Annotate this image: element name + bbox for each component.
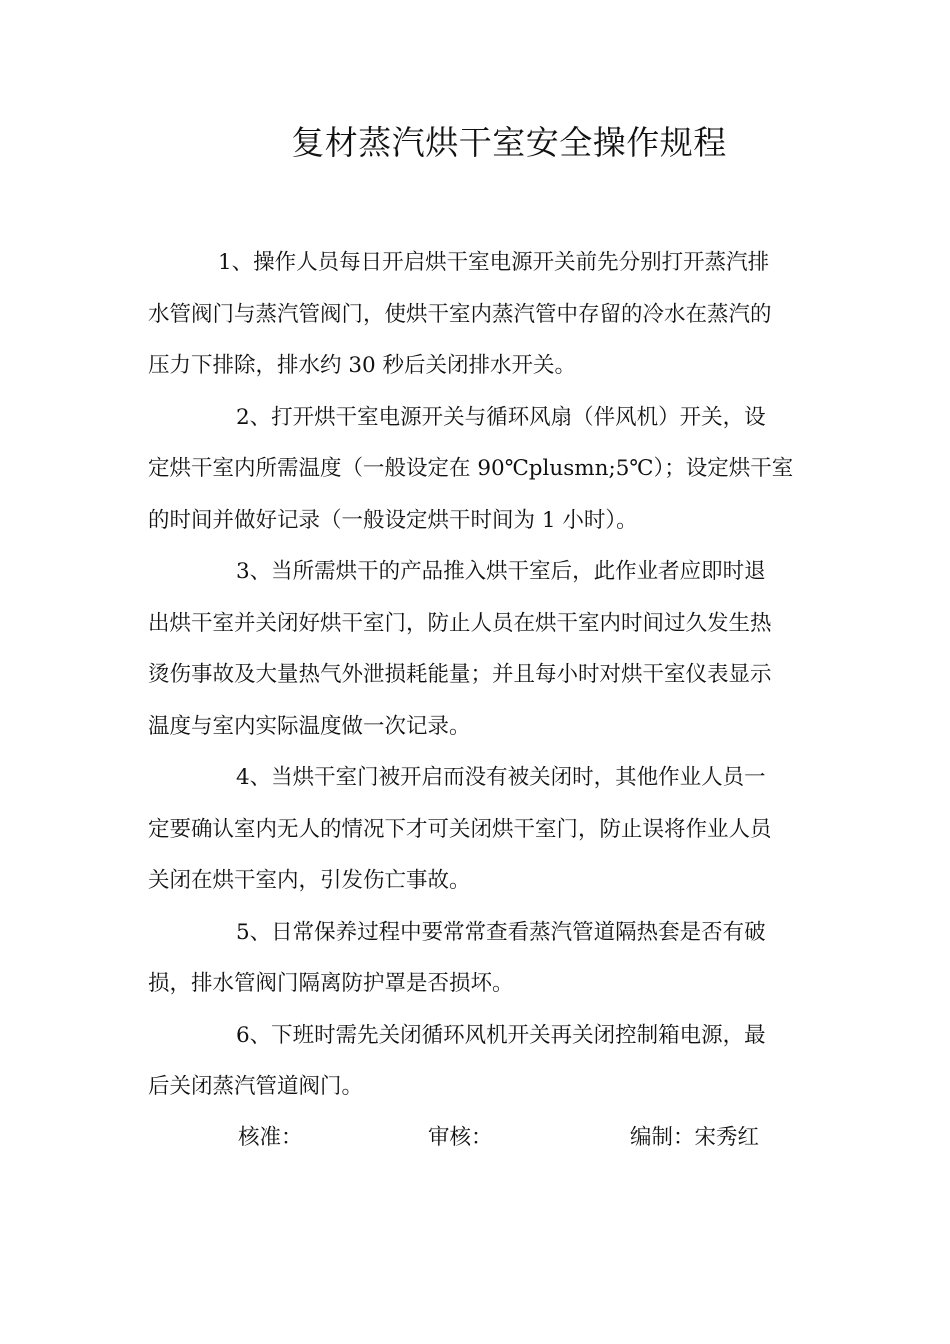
paragraph-line: 烫伤事故及大量热气外泄损耗能量；并且每小时对烘干室仪表显示 xyxy=(148,662,772,687)
paragraph-line: 4、当烘干室门被开启而没有被关闭时，其他作业人员一 xyxy=(236,765,766,790)
paragraph-line: 定要确认室内无人的情况下才可关闭烘干室门，防止误将作业人员 xyxy=(148,816,772,842)
paragraph-line: 的时间并做好记录（一般设定烘干时间为 1 小时）。 xyxy=(148,507,638,533)
paragraph-line: 关闭在烘干室内，引发伤亡事故。 xyxy=(148,868,471,893)
document-title: 复材蒸汽烘干室安全操作规程 xyxy=(291,123,727,162)
paragraph-line: 6、下班时需先关闭循环风机开关再关闭控制箱电源，最 xyxy=(236,1022,766,1048)
paragraph-6 xyxy=(148,1010,798,1113)
paragraph-line: 压力下排除，排水约 30 秒后关闭排水开关。 xyxy=(148,353,577,378)
paragraph-4 xyxy=(148,752,798,907)
paragraph-line: 后关闭蒸汽管道阀门。 xyxy=(148,1074,364,1099)
signature-row xyxy=(0,1112,950,1164)
paragraph-line: 损，排水管阀门隔离防护罩是否损坏。 xyxy=(148,971,514,996)
paragraph-2 xyxy=(148,392,798,547)
paragraph-line: 3、当所需烘干的产品推入烘干室后，此作业者应即时退 xyxy=(236,559,766,584)
paragraph-line: 定烘干室内所需温度（一般设定在 90℃plusmn;5℃）；设定烘干室 xyxy=(148,456,794,481)
review-label: 审核： xyxy=(428,1125,493,1150)
paragraph-line: 1、操作人员每日开启烘干室电源开关前先分别打开蒸汽排 xyxy=(218,250,770,275)
paragraph-line: 温度与室内实际温度做一次记录。 xyxy=(148,713,471,739)
paragraph-line: 2、打开烘干室电源开关与循环风扇（伴风机）开关，设 xyxy=(236,404,766,430)
author-label: 编制：宋秀红 xyxy=(630,1125,760,1150)
paragraph-1 xyxy=(148,237,798,392)
paragraph-line: 水管阀门与蒸汽管阀门，使烘干室内蒸汽管中存留的冷水在蒸汽的 xyxy=(148,301,772,327)
paragraph-line: 出烘干室并关闭好烘干室门，防止人员在烘干室内时间过久发生热 xyxy=(148,610,772,636)
paragraph-3 xyxy=(148,546,798,752)
approve-label: 核准： xyxy=(238,1125,303,1150)
paragraph-line: 5、日常保养过程中要常常查看蒸汽管道隔热套是否有破 xyxy=(236,919,766,945)
document-body xyxy=(148,237,798,1113)
paragraph-5 xyxy=(148,907,798,1010)
